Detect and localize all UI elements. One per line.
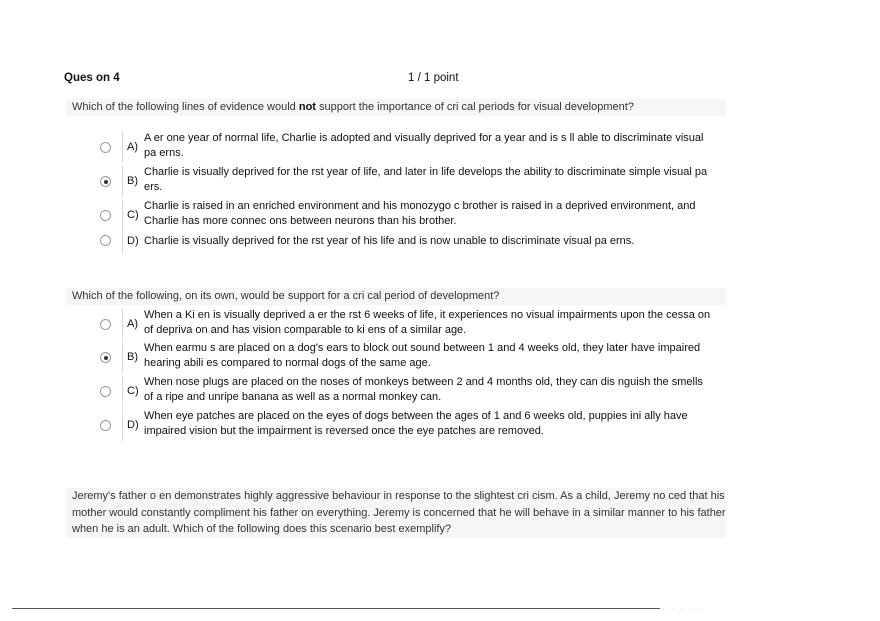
question-title: Ques on 4 [64, 72, 120, 84]
q1-prompt-before: Which of the following lines of evidence would [72, 101, 299, 113]
q2-option-a[interactable] [100, 308, 720, 342]
q2-option-b[interactable] [100, 341, 720, 375]
faint-footer-mark: · · · · · [662, 604, 703, 613]
q1-prompt-after: support the importance of cri cal periods for visual development? [315, 101, 634, 113]
option-text: Charlie is visually deprived for the rst year of his life and is now unable to discriminate visual pa erns. [144, 235, 635, 247]
option-letter: A) [122, 308, 143, 340]
q2-option-c[interactable] [100, 375, 720, 409]
radio-button[interactable] [100, 142, 111, 153]
q1-option-d[interactable] [100, 226, 720, 260]
option-text: When eye patches are placed on the eyes of dogs between the ages of 1 and 6 weeks old, puppies ini ally have impaired vision but the impairment is reversed once the eye patches are removed. [144, 410, 688, 437]
option-letter: A) [122, 131, 143, 163]
option-text: Charlie is visually deprived for the rst year of life, and later in life develops the ability to discriminate simple visual pa ers. [144, 166, 708, 193]
radio-button-selected[interactable] [100, 352, 111, 363]
radio-button-selected[interactable] [100, 176, 111, 187]
q1-option-b[interactable] [100, 165, 720, 199]
option-letter: B) [122, 165, 143, 197]
q2-prompt: Which of the following, on its own, would be support for a cri cal period of development? [66, 288, 726, 305]
q1-option-a[interactable] [100, 131, 720, 165]
option-letter: D) [122, 226, 143, 254]
option-text: When a Ki en is visually deprived a er the rst 6 weeks of life, it experiences no visual impairments upon the cessa on of depriva on and has vision comparable to ki ens of a similar age. [144, 309, 711, 336]
page-divider [12, 608, 660, 609]
radio-button[interactable] [100, 210, 111, 221]
option-letter: C) [122, 199, 143, 231]
option-text: Charlie is raised in an enriched environment and his monozygo c brother is raised in a deprived environment, and Charlie has more connec ons between neurons than his brother. [144, 200, 696, 227]
option-text: A er one year of normal life, Charlie is adopted and visually deprived for a year and is s ll able to discriminate visual pa erns. [144, 132, 704, 159]
radio-button[interactable] [100, 420, 111, 431]
radio-button[interactable] [100, 319, 111, 330]
option-text: When nose plugs are placed on the noses of monkeys between 2 and 4 months old, they can dis nguish the smells of a ripe and unripe banana as well as a normal monkey can. [144, 376, 703, 403]
option-letter: B) [122, 341, 143, 373]
radio-button[interactable] [100, 386, 111, 397]
question-points: 1 / 1 point [408, 72, 459, 84]
option-letter: C) [122, 375, 143, 407]
q2-option-d[interactable] [100, 409, 720, 443]
q1-prompt [66, 99, 726, 116]
option-text: When earmu s are placed on a dog's ears to block out sound between 1 and 4 weeks old, they later have impaired hearing abili es compared to normal dogs of the same age. [144, 342, 701, 369]
option-letter: D) [122, 409, 143, 441]
radio-button[interactable] [100, 235, 111, 246]
q1-prompt-bold: not [298, 101, 316, 113]
q3-prompt: Jeremy's father o en demonstrates highly aggressive behaviour in response to the slightest cri cism. As a child, Jeremy no ced that his mother would constantly compliment his father on everything. Jeremy is concerned that he will behave in a similar manner to his father when he is an adult. Which of the following does this scenario best exemplify? [66, 488, 726, 538]
